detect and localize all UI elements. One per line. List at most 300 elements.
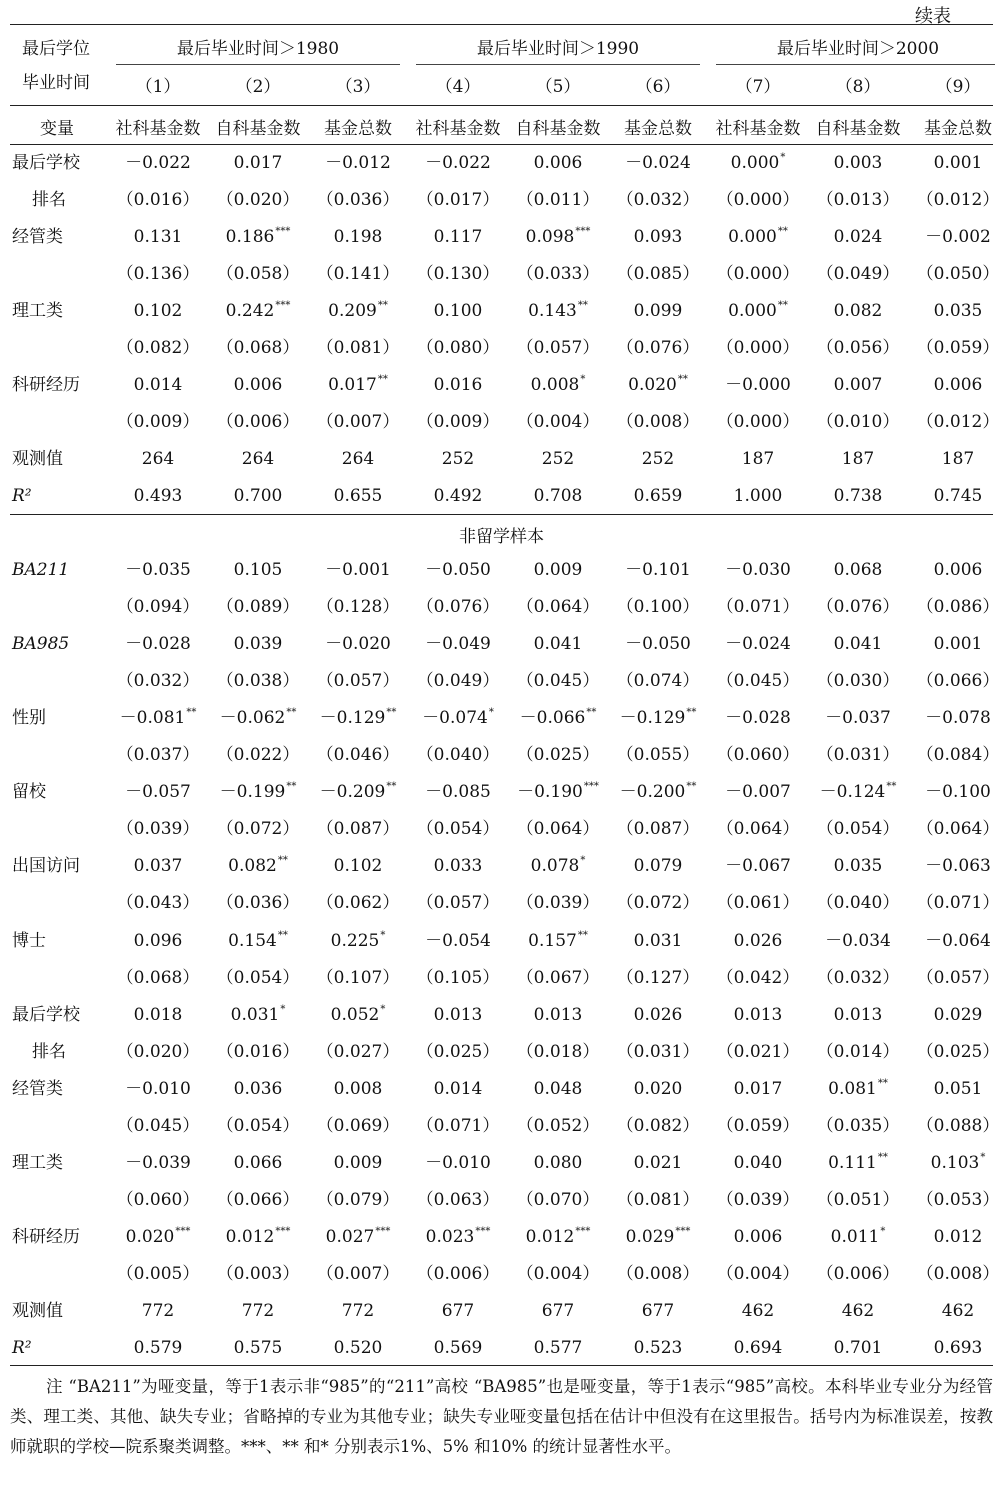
row-label: 留校 [12,782,46,803]
table-cell [208,737,308,774]
table-cell [608,589,708,626]
cell-value: 0.011 [830,1226,880,1247]
table-cell [108,404,208,441]
table-cell [508,997,608,1034]
bottom-rule [10,1365,993,1366]
significance-stars: ** [377,374,388,386]
row-label: 科研经历 [12,375,80,396]
cell-value: （0.032） [116,671,200,692]
cell-value: （0.100） [616,597,700,618]
cell-value: －0.129 [619,708,686,729]
significance-stars: ** [377,300,388,312]
group-header: 最后毕业时间＞1990 [476,39,640,59]
table-cell [208,960,308,997]
cell-value: －0.007 [725,782,791,803]
cell-value: （0.008） [616,412,700,433]
cell-value: －0.129 [319,708,386,729]
cell-value: 0.017 [733,1078,783,1099]
cell-value: 0.577 [533,1338,583,1359]
cell-value: 264 [241,449,275,470]
cell-value: （0.094） [116,597,200,618]
table-cell [708,478,808,515]
table-cell [108,1145,208,1182]
cell-value: （0.012） [916,190,1000,211]
cell-value: （0.030） [816,671,900,692]
table-cell [308,441,408,478]
table-cell [408,923,508,960]
significance-stars: ** [686,781,697,793]
cell-value: （0.054） [216,967,300,988]
table-cell [308,700,408,737]
table-cell [308,1034,408,1071]
table-cell [108,367,208,404]
table-row [10,885,1000,922]
cell-value: 0.143 [528,301,577,322]
table-cell [808,737,908,774]
cell-value: －0.074 [422,708,488,729]
cell-value: －0.002 [925,227,991,248]
table-cell [408,1145,508,1182]
significance-stars: ** [386,781,397,793]
row-label: 性别 [12,708,46,729]
cell-value: 0.016 [433,375,483,396]
table-cell [408,182,508,219]
cell-value: 0.035 [833,856,883,877]
table-cell [308,219,408,256]
row-label: R² [12,1338,32,1359]
table-cell [408,441,508,478]
cell-value: （0.057） [516,338,600,359]
table-cell [908,145,1003,182]
cell-value: （0.053） [916,1189,1000,1210]
cell-value: （0.004） [516,1263,600,1284]
group-underline [716,64,995,65]
table-cell [208,1071,308,1108]
cell-value: （0.082） [616,1115,700,1136]
table-cell [208,1293,308,1330]
cell-value: （0.013） [816,190,900,211]
cell-value: 677 [441,1301,475,1321]
table-cell [408,1256,508,1293]
cell-value: 0.111 [828,1152,877,1173]
table-row [10,923,993,960]
table-cell [308,589,408,626]
cell-value: 0.100 [433,301,483,322]
cell-value: （0.007） [316,1263,400,1284]
table-cell [908,811,1003,848]
cell-value: －0.024 [625,153,691,173]
table-row [10,293,993,330]
table-cell [108,478,208,515]
cell-value: （0.079） [316,1189,400,1210]
table-cell [108,811,208,848]
table-cell [808,145,908,182]
cell-value: 0.000 [728,301,777,322]
significance-stars: * [280,1003,286,1015]
cell-value: －0.022 [425,153,491,173]
table-cell [408,589,508,626]
table-cell [308,737,408,774]
significance-stars: *** [275,300,291,312]
table-cell [608,626,708,663]
cell-value: 0.031 [633,930,683,951]
table-cell [708,219,808,256]
table-row [10,145,993,182]
row-label: R² [12,486,32,507]
cell-value: 0.209 [328,301,377,322]
cell-value: （0.107） [316,967,400,988]
row-label: 最后学校 [12,153,80,173]
cell-value: （0.025） [916,1041,1000,1062]
table-cell [308,885,408,922]
cell-value: （0.060） [116,1189,200,1210]
cell-value: 0.655 [333,486,383,507]
table-cell [908,960,1003,997]
cell-value: 264 [341,449,375,470]
cell-value: （0.010） [816,412,900,433]
cell-value: －0.100 [925,782,991,803]
table-cell [308,1108,408,1145]
table-cell [708,293,808,330]
table-cell [108,774,208,811]
table-row [10,1256,1000,1293]
table-cell [808,1330,908,1367]
column-name: 自科基金数 [815,119,901,139]
cell-value: （0.080） [416,338,500,359]
row-label-line2: 毕业时间 [22,73,90,93]
cell-value: （0.128） [316,597,400,618]
table-cell [208,811,308,848]
table-cell [308,774,408,811]
cell-value: （0.085） [616,264,700,285]
table-cell [808,960,908,997]
table-cell [708,848,808,885]
table-cell [408,404,508,441]
cell-value: （0.003） [216,1263,300,1284]
column-name: 基金总数 [624,119,692,139]
cell-value: （0.058） [216,264,300,285]
cell-value: －0.020 [325,634,391,655]
cell-value: 0.079 [633,856,683,877]
table-row [10,737,1000,774]
significance-stars: ** [577,300,588,312]
table-cell [408,145,508,182]
cell-value: 0.099 [633,301,683,322]
cell-value: 0.006 [533,153,583,173]
cell-value: （0.017） [416,190,500,211]
cell-value: （0.052） [516,1115,600,1136]
table-cell [108,219,208,256]
cell-value: （0.049） [816,264,900,285]
table-cell [208,478,308,515]
table-cell [108,960,208,997]
cell-value: （0.032） [816,967,900,988]
table-cell [408,960,508,997]
cell-value: （0.072） [616,893,700,914]
cell-value: （0.074） [616,671,700,692]
table-cell [908,256,1003,293]
table-cell [408,700,508,737]
table-cell [208,256,308,293]
column-number: （7） [735,77,781,97]
table-cell [808,1293,908,1330]
table-cell [508,552,608,589]
significance-stars: ** [686,707,697,719]
table-cell [408,663,508,700]
table-cell [608,478,708,515]
table-cell [808,1034,908,1071]
cell-value: 252 [641,449,675,470]
cell-value: 0.157 [528,930,577,951]
row-label: 排名 [32,190,66,211]
cell-value: 0.009 [533,560,583,580]
table-cell [308,1293,408,1330]
table-cell [608,663,708,700]
cell-value: （0.071） [416,1115,500,1136]
cell-value: 0.026 [733,930,783,951]
table-cell [408,885,508,922]
cell-value: （0.127） [616,967,700,988]
cell-value: （0.035） [816,1115,900,1136]
row-label: BA211 [12,560,70,580]
table-row [10,1145,993,1182]
table-cell [108,1256,208,1293]
table-cell [708,182,808,219]
significance-stars: ** [277,855,288,867]
cell-value: 0.001 [933,153,983,173]
table-cell [108,848,208,885]
cell-value: （0.040） [816,893,900,914]
cell-value: 0.037 [133,856,183,877]
cell-value: 0.693 [933,1338,983,1359]
column-name: 社科基金数 [715,119,801,139]
table-cell [808,663,908,700]
table-cell [808,404,908,441]
row-label: 理工类 [12,301,63,322]
table-cell [608,1293,708,1330]
table-cell [908,997,1003,1034]
cell-value: －0.050 [425,560,491,580]
table-cell [808,1256,908,1293]
table-cell [608,1256,708,1293]
row-label: 理工类 [12,1152,63,1173]
table-cell [308,293,408,330]
table-cell [708,885,808,922]
cell-value: 187 [841,449,875,470]
table-cell [708,997,808,1034]
table-cell [408,1034,508,1071]
table-cell [308,960,408,997]
cell-value: （0.061） [716,893,800,914]
table-cell [508,960,608,997]
table-cell [208,1108,308,1145]
group-header: 最后毕业时间＞1980 [176,39,340,59]
cell-value: （0.062） [316,893,400,914]
cell-value: （0.033） [516,264,600,285]
cell-value: 0.700 [233,486,283,507]
significance-stars: *** [675,1225,691,1237]
cell-value: －0.064 [925,930,991,951]
cell-value: （0.000） [716,190,800,211]
table-cell [608,1108,708,1145]
table-cell [308,997,408,1034]
cell-value: 0.738 [833,486,883,507]
table-cell [408,1108,508,1145]
table-row [10,589,1000,626]
cell-value: －0.034 [825,930,891,951]
cell-value: 0.029 [625,1226,675,1247]
table-cell [508,367,608,404]
cell-value: 0.029 [933,1004,983,1025]
table-cell [508,1330,608,1367]
table-cell [108,997,208,1034]
cell-value: 0.048 [533,1078,583,1099]
table-cell [708,1182,808,1219]
table-cell [908,1108,1003,1145]
table-cell [608,960,708,997]
cell-value: －0.049 [425,634,491,655]
table-row [10,1108,1000,1145]
table-cell [208,441,308,478]
row-label: 科研经历 [12,1226,80,1247]
table-cell [908,626,1003,663]
significance-stars: ** [586,707,597,719]
column-number: （4） [435,77,481,97]
table-cell [908,589,1003,626]
cell-value: 0.013 [433,1004,483,1025]
table-cell [208,145,308,182]
cell-value: （0.020） [116,1041,200,1062]
table-cell [108,441,208,478]
row-label: 经管类 [12,227,63,248]
table-cell [608,700,708,737]
cell-value: （0.036） [316,190,400,211]
table-cell [108,256,208,293]
table-cell [508,626,608,663]
table-cell [708,404,808,441]
column-number: （9） [935,77,981,97]
cell-value: （0.000） [716,412,800,433]
table-cell [408,478,508,515]
table-row [10,367,993,404]
cell-value: （0.063） [416,1189,500,1210]
cell-value: －0.012 [325,153,391,173]
cell-value: 0.659 [633,486,683,507]
cell-value: 0.007 [833,375,883,396]
cell-value: （0.006） [216,412,300,433]
cell-value: （0.076） [816,597,900,618]
table-cell [708,1219,808,1256]
cell-value: 0.006 [733,1226,783,1247]
cell-value: 0.708 [533,486,583,507]
table-cell [608,1330,708,1367]
cell-value: 0.242 [225,301,275,322]
cell-value: 0.154 [228,930,277,951]
significance-stars: * [380,1003,386,1015]
cell-value: （0.018） [516,1041,600,1062]
table-cell [608,923,708,960]
cell-value: （0.007） [316,412,400,433]
table-cell [708,441,808,478]
cell-value: 0.225 [330,930,380,951]
cell-value: 0.024 [833,227,883,248]
significance-stars: * [580,855,586,867]
cell-value: 0.020 [633,1078,683,1099]
table-cell [708,774,808,811]
significance-stars: ** [186,707,197,719]
table-cell [908,1034,1003,1071]
table-cell [808,330,908,367]
column-number: （6） [635,77,681,97]
cell-value: －0.028 [125,634,191,655]
cell-value: 0.041 [833,634,883,655]
cell-value: 0.020 [125,1226,175,1247]
cell-value: （0.054） [416,819,500,840]
cell-value: （0.076） [616,338,700,359]
table-cell [808,811,908,848]
table-cell [408,737,508,774]
cell-value: （0.036） [216,893,300,914]
table-cell [108,552,208,589]
table-cell [408,1182,508,1219]
table-cell [908,885,1003,922]
cell-value: （0.039） [716,1189,800,1210]
section-title: 非留学样本 [459,527,544,547]
cell-value: （0.054） [216,1115,300,1136]
cell-value: （0.005） [116,1263,200,1284]
cell-value: （0.027） [316,1041,400,1062]
table-cell [208,923,308,960]
table-cell [508,700,608,737]
cell-value: 0.066 [233,1152,283,1173]
cell-value: 0.131 [133,227,183,248]
table-cell [508,774,608,811]
table-cell [608,293,708,330]
header-rule [10,105,993,106]
table-cell [308,848,408,885]
cell-value: （0.050） [916,264,1000,285]
cell-value: （0.057） [916,967,1000,988]
table-cell [908,1293,1003,1330]
table-cell [608,145,708,182]
cell-value: （0.006） [816,1263,900,1284]
cell-value: 0.020 [628,375,677,396]
table-cell [308,367,408,404]
cell-value: （0.046） [316,745,400,766]
cell-value: 252 [441,449,475,470]
table-cell [508,1108,608,1145]
cell-value: －0.050 [625,634,691,655]
table-cell [708,1108,808,1145]
row-label: 排名 [32,1041,66,1062]
cell-value: 0.198 [333,227,383,248]
cell-value: －0.067 [725,856,791,877]
significance-stars: ** [286,781,297,793]
significance-stars: *** [375,1225,391,1237]
table-cell [408,811,508,848]
cell-value: 0.051 [933,1078,983,1099]
cell-value: －0.024 [725,634,791,655]
cell-value: （0.105） [416,967,500,988]
table-cell [208,1182,308,1219]
table-cell [508,811,608,848]
cell-value: 0.052 [330,1004,380,1025]
table-cell [908,182,1003,219]
cell-value: （0.081） [316,338,400,359]
table-cell [208,1256,308,1293]
cell-value: 0.081 [828,1078,877,1099]
cell-value: （0.084） [916,745,1000,766]
